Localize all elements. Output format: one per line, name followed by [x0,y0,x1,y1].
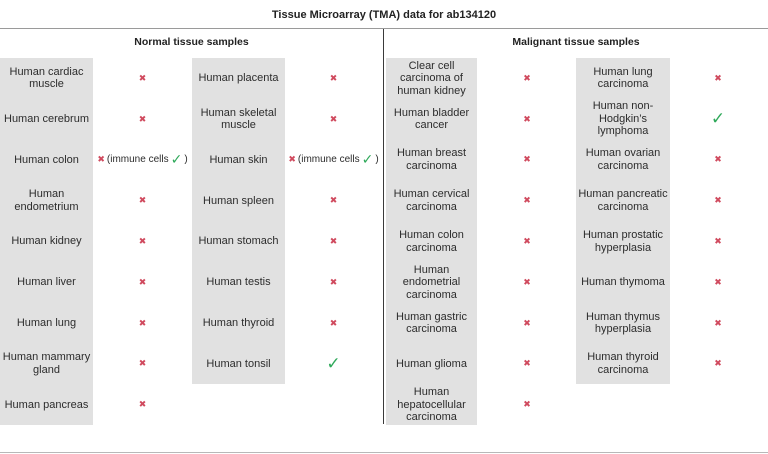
result-cell [96,58,189,99]
result-cell [96,140,189,181]
tissue-label: Human endometrial carcinoma [402,263,461,301]
result-cell [672,344,764,385]
negative-cross-icon: ✖ [714,72,722,83]
result-cell [672,99,764,140]
negative-cross-icon: ✖ [138,236,147,247]
negative-cross-icon: ✖ [714,195,722,206]
result-cell [480,180,574,221]
result-cell [96,221,189,262]
malignant-samples-header: Malignant tissue samples [512,36,640,48]
result-cell [287,303,380,344]
tissue-label: Human bladder cancer [393,106,470,132]
immune-cells-note [97,151,187,168]
negative-cross-icon: ✖ [97,154,105,165]
result-cell [287,58,380,99]
result-cell [480,221,574,262]
result-cell [672,303,764,344]
negative-cross-icon: ✖ [714,317,722,328]
result-cell [287,262,380,303]
result-cell [480,99,574,140]
result-cell [480,140,574,181]
tissue-label: Human colon carcinoma [399,229,464,254]
result-cell [96,344,189,385]
negative-cross-icon: ✖ [138,113,147,124]
result-cell [480,262,574,303]
result-cell [287,221,380,262]
tissue-label: Human hepatocellular carcinoma [397,386,466,424]
tissue-label: Human liver [17,276,76,289]
result-cell [287,180,380,221]
negative-cross-icon: ✖ [523,399,531,410]
negative-cross-icon: ✖ [714,358,722,369]
negative-cross-icon: ✖ [714,236,722,247]
negative-cross-icon: ✖ [329,195,338,206]
negative-cross-icon: ✖ [329,113,338,124]
bottom-divider [0,452,768,453]
tissue-label: Human endometrium [14,188,79,213]
immune-note-text: (immune cells [106,154,169,166]
normal-samples-header: Normal tissue samples [134,36,249,48]
positive-check-icon: ✓ [361,151,374,168]
negative-cross-icon: ✖ [288,154,296,165]
page-title: Tissue Microarray (TMA) data for ab134120 [0,0,768,29]
result-cell [672,180,764,221]
result-cell [672,221,764,262]
tissue-label: Human kidney [11,235,82,248]
tissue-label: Human colon [14,153,79,166]
negative-cross-icon: ✖ [523,276,531,287]
negative-cross-icon: ✖ [523,236,531,247]
negative-cross-icon: ✖ [329,72,338,83]
result-cell [96,303,189,344]
result-cell [672,140,764,181]
tissue-label: Human lung carcinoma [593,65,653,91]
immune-note-text: (immune cells [297,154,360,166]
positive-check-icon: ✓ [326,353,341,373]
tissue-label: Clear cell carcinoma of human kidney [397,59,466,97]
result-cell [672,58,764,99]
result-cell [96,99,189,140]
tissue-label: Human thymus hyperplasia [586,310,660,336]
negative-cross-icon: ✖ [523,72,531,83]
result-cell [480,384,574,425]
result-cell [480,58,574,99]
negative-cross-icon: ✖ [329,276,338,287]
negative-cross-icon: ✖ [714,154,722,165]
positive-check-icon: ✓ [170,151,183,168]
negative-cross-icon: ✖ [714,276,722,287]
tissue-label: Human thymoma [581,276,665,289]
tissue-label: Human thyroid [202,316,275,329]
tissue-label: Human skeletal muscle [200,106,277,132]
tissue-label: Human breast carcinoma [396,147,467,172]
tissue-label: Human spleen [203,194,274,207]
tissue-label: Human mammary gland [2,351,91,376]
tissue-label: Human non-Hodgkin’s lymphoma [592,100,654,138]
negative-cross-icon: ✖ [138,195,147,206]
tissue-label: Human prostatic hyperplasia [582,229,664,254]
tissue-label: Human glioma [396,357,467,370]
tissue-label: Human gastric carcinoma [396,310,467,336]
negative-cross-icon: ✖ [523,358,531,369]
immune-cells-note [288,151,378,168]
tissue-label: Human pancreatic carcinoma [578,188,668,213]
tissue-label: Human ovarian carcinoma [585,147,661,172]
tissue-label: Human placenta [198,72,279,85]
tissue-label: Human pancreas [4,398,89,411]
result-cell [287,99,380,140]
immune-note-suffix: ) [184,154,188,166]
section-divider [383,29,384,424]
tissue-label: Human lung [16,316,77,329]
negative-cross-icon: ✖ [138,317,147,328]
negative-cross-icon: ✖ [138,399,147,410]
negative-cross-icon: ✖ [523,154,531,165]
result-cell [96,262,189,303]
negative-cross-icon: ✖ [523,317,531,328]
result-cell [96,180,189,221]
negative-cross-icon: ✖ [329,236,338,247]
tissue-label: Human tonsil [206,357,271,370]
result-cell [287,344,380,385]
negative-cross-icon: ✖ [138,276,147,287]
negative-cross-icon: ✖ [138,72,147,83]
negative-cross-icon: ✖ [523,113,531,124]
result-cell [480,303,574,344]
tissue-label: Human cervical carcinoma [393,188,470,213]
negative-cross-icon: ✖ [138,358,147,369]
negative-cross-icon: ✖ [523,195,531,206]
tissue-label: Human stomach [198,235,279,248]
tissue-label: Human cardiac muscle [9,65,84,91]
tissue-label: Human testis [206,276,271,289]
result-cell [480,344,574,385]
positive-check-icon: ✓ [710,109,726,129]
immune-note-suffix: ) [375,154,379,166]
negative-cross-icon: ✖ [329,317,338,328]
tissue-label: Human thyroid carcinoma [587,351,659,376]
tissue-label: Human cerebrum [4,112,89,125]
tissue-label: Human skin [209,153,268,166]
result-cell [287,140,380,181]
result-cell [96,384,189,425]
result-cell [672,262,764,303]
